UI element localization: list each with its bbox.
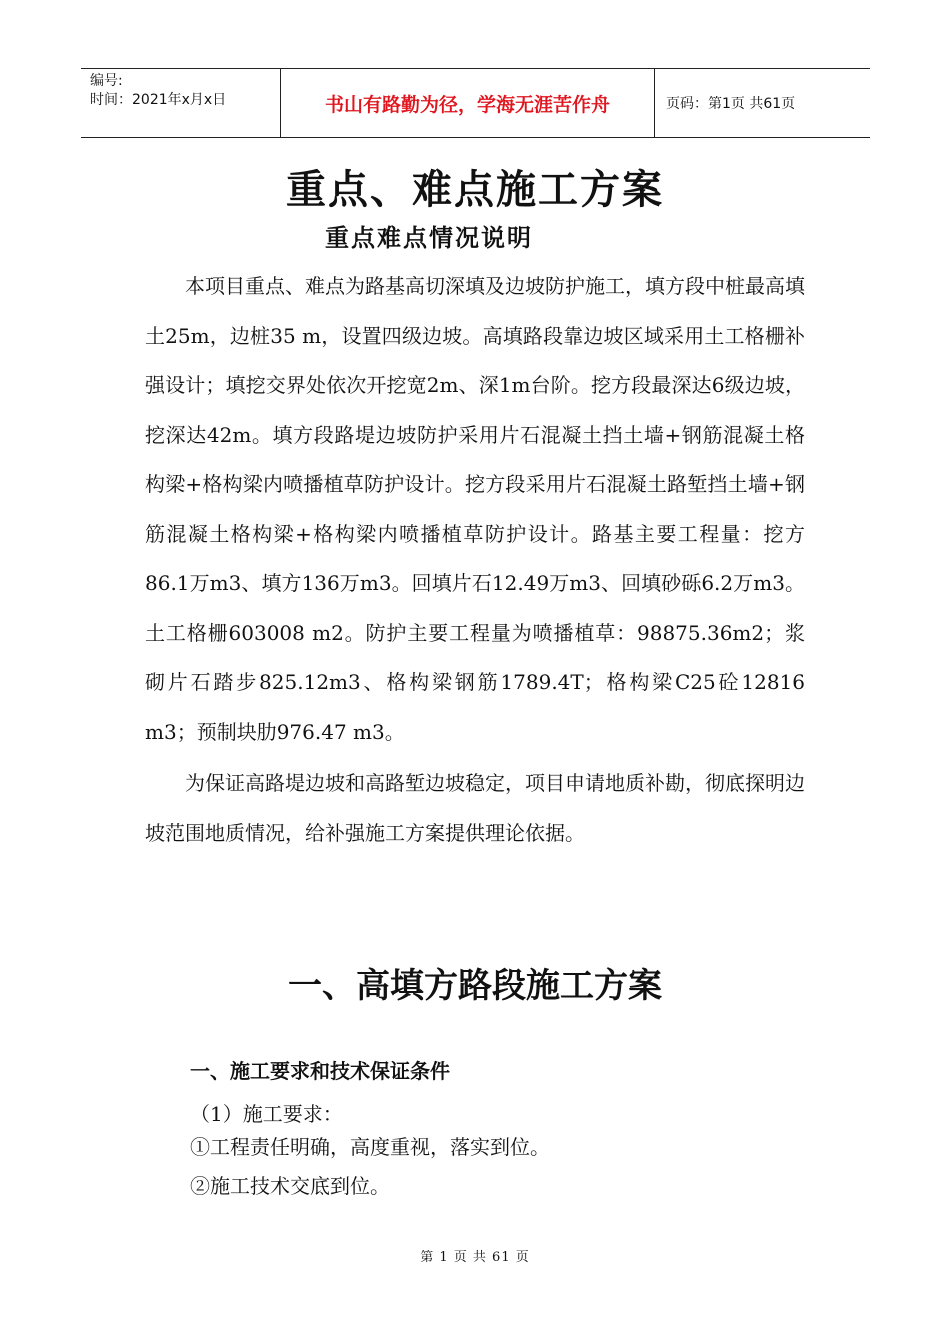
header-page-info: 页码：第1页 共61页 [666, 96, 796, 112]
document-title: 重点、难点施工方案 [286, 166, 664, 213]
page-footer: 第 1 页 共 61 页 [420, 1250, 530, 1265]
header-meta [81, 69, 281, 137]
document-number-label: 编号: [90, 73, 123, 89]
section-heading: 一、高填方路段施工方案 [288, 966, 662, 1006]
document-body [145, 262, 805, 858]
list-item: ①工程责任明确，高度重视，落实到位。 [190, 1135, 550, 1159]
list-item: ②施工技术交底到位。 [190, 1174, 390, 1198]
body-paragraph: 本项目重点、难点为路基高切深填及边坡防护施工，填方段中桩最高填土25m，边桩35 m，设置四级边坡。高填路段靠边坡区域采用土工格栅补强设计；填挖交界处依次开挖宽2m、深1m台阶。挖方段最深达6级边坡，挖深达42m。填方段路堤边坡防护采用片石混凝土挡土墙+钢筋混凝土格构梁+格构梁内喷播植草防护设计。挖方段采用片石混凝土路堑挡土墙+钢筋混凝土格构梁+格构梁内喷播植草防护设计。路基主要工程量：挖方86.1万m3、填方136万m3。回填片石12.49万m3、回填砂砾6.2万m3。土工格栅603008 m2。防护主要工程量为喷播植草：98875.36m2；浆砌片石踏步825.12m3、格构梁钢筋1789.4T；格构梁C25砼12816 m3；预制块肋976.47 m3。 [145, 274, 805, 744]
header-motto: 书山有路勤为径，学海无涯苦作舟 [281, 69, 655, 137]
subsection-heading: 一、施工要求和技术保证条件 [190, 1059, 450, 1083]
document-date: 时间：2021年x月x日 [90, 92, 227, 108]
list-item: （1）施工要求： [190, 1102, 343, 1126]
document-subtitle: 重点难点情况说明 [325, 223, 533, 252]
body-paragraph: 为保证高路堤边坡和高路堑边坡稳定，项目申请地质补勘，彻底探明边坡范围地质情况，给补强施工方案提供理论依据。 [145, 771, 805, 845]
page-header [81, 68, 870, 138]
